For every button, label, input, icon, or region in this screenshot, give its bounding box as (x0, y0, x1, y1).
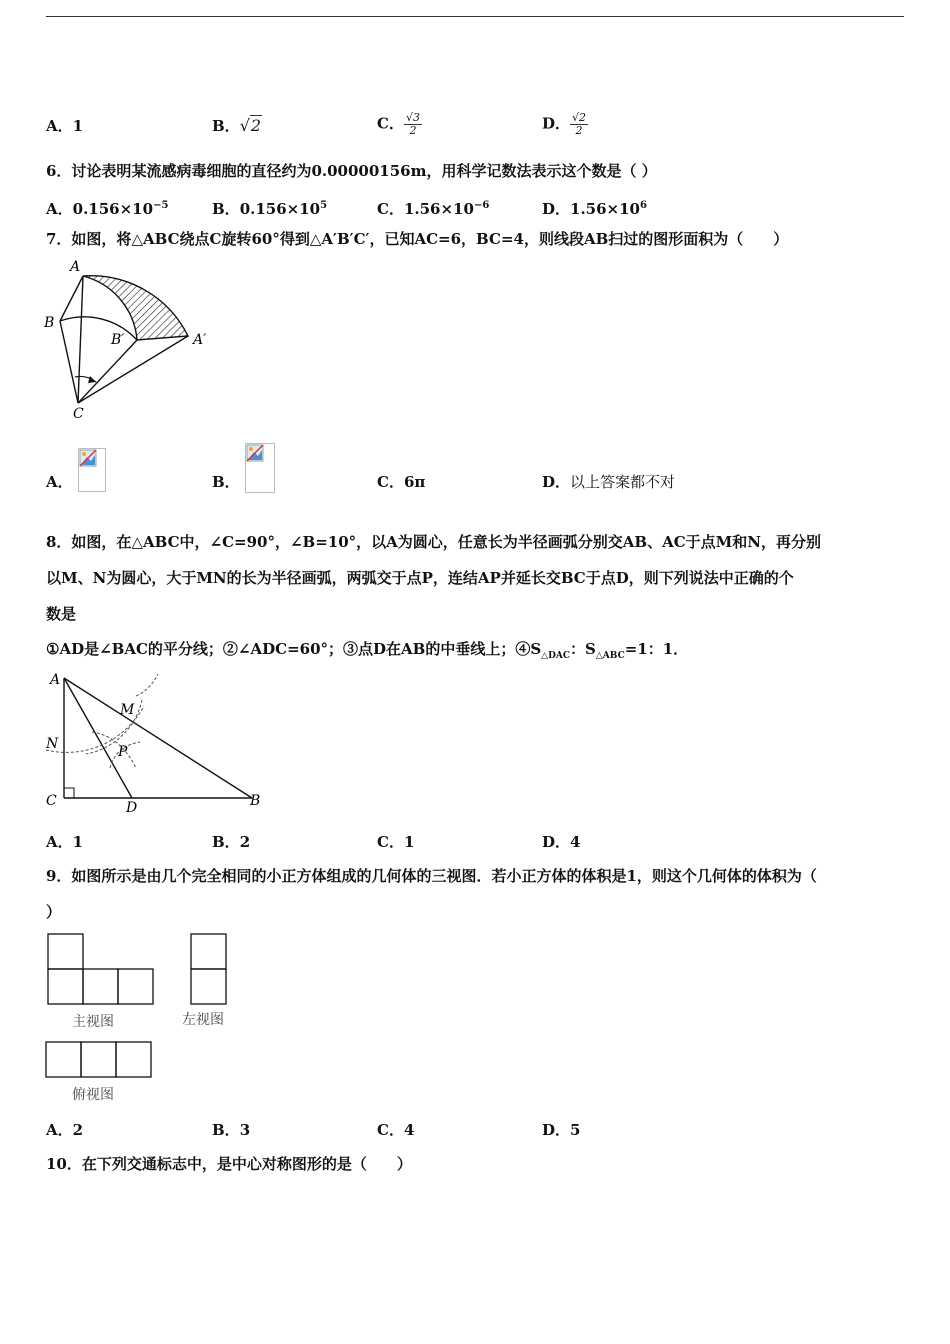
label-B: B (44, 315, 55, 331)
q5-option-c: C． $\frac{√3}{2}$ (377, 111, 420, 137)
q10-stem: 10．在下列交通标志中，是中心对称图形的是（ ） (46, 1155, 412, 1173)
label-C: C (46, 793, 57, 809)
q8-option-b: B．2 (212, 833, 251, 851)
q9-three-views-figure (40, 928, 250, 1108)
q8-option-c: C．1 (377, 833, 415, 851)
q9-stem-line2: ） (46, 903, 62, 921)
label-A-prime: A′ (193, 332, 207, 348)
q7-rotation-figure (40, 255, 220, 425)
label-C: C (73, 406, 84, 422)
q8-stem-line1: 8．如图，在△ABC中，∠C=90°，∠B=10°，以A为圆心，任意长为半径画弧分别交AB、AC于点M和N，再分别 (46, 533, 821, 551)
label-N: N (46, 736, 59, 752)
front-view-label: 主视图 (72, 1014, 114, 1030)
left-view-label: 左视图 (182, 1012, 224, 1028)
q9-option-b: B．3 (212, 1121, 251, 1139)
top-view-label: 俯视图 (72, 1087, 114, 1103)
q6-option-d: D．$1.56\times 10^6$ (542, 200, 647, 218)
q5-option-a: A．1 (46, 117, 84, 135)
q5-option-b: B．√2 (212, 116, 262, 135)
label-D: D (126, 800, 138, 816)
q8-option-a: A．1 (46, 833, 84, 851)
q8-construction-figure (40, 666, 270, 816)
swept-region (83, 276, 188, 340)
q8-option-d: D．4 (542, 833, 581, 851)
q8-statements: ①AD是∠BAC的平分线；②∠ADC=60°；③点D在AB的中垂线上；$④S_{\triangle DAC}$：$S_{\triangle ABC}=1$：1． (46, 640, 689, 661)
label-A: A (50, 672, 61, 688)
q6-stem: 6．讨论表明某流感病毒细胞的直径约为0.00000156m，用科学记数法表示这个数是（ ） (46, 162, 657, 180)
label-A: A (70, 259, 81, 275)
q8-stem-line2: 以M、N为圆心，大于MN的长为半径画弧，两弧交于点P，连结AP并延长交BC于点D，则下列说法中正确的个 (46, 569, 794, 587)
q6-option-b: B．$0.156\times 10^5$ (212, 200, 328, 218)
label-M: M (120, 702, 135, 718)
q6-option-c: C．$1.56\times 10^{-6}$ (377, 200, 490, 218)
q9-stem-line1: 9．如图所示是由几个完全相同的小正方体组成的几何体的三视图．若小正方体的体积是1，则这个几何体的体积为（ (46, 867, 817, 885)
q7-option-b: B． (212, 472, 275, 493)
q7-option-a: A． (46, 472, 106, 492)
q6-option-a: A．$0.156\times 10^{-5}$ (46, 200, 169, 218)
q8-stem-line3: 数是 (46, 605, 77, 623)
header-rule (46, 16, 904, 17)
label-B-prime: B′ (111, 332, 125, 348)
label-B: B (250, 793, 261, 809)
q7-stem: 7．如图，将△ABC绕点C旋转60°得到△A′B′C′，已知AC=6，BC=4，则线段AB扫过的图形面积为（ ） (46, 230, 789, 248)
q7-option-c: C．6π (377, 473, 426, 491)
broken-image-icon (78, 448, 106, 492)
q9-option-d: D．5 (542, 1121, 581, 1139)
label-P: P (118, 744, 128, 760)
q9-option-c: C．4 (377, 1121, 415, 1139)
broken-image-icon (245, 443, 275, 493)
q5-option-d: D． $\frac{√2}{2}$ (542, 111, 587, 137)
q7-option-d: D．以上答案都不对 (542, 473, 676, 491)
q9-option-a: A．2 (46, 1121, 84, 1139)
